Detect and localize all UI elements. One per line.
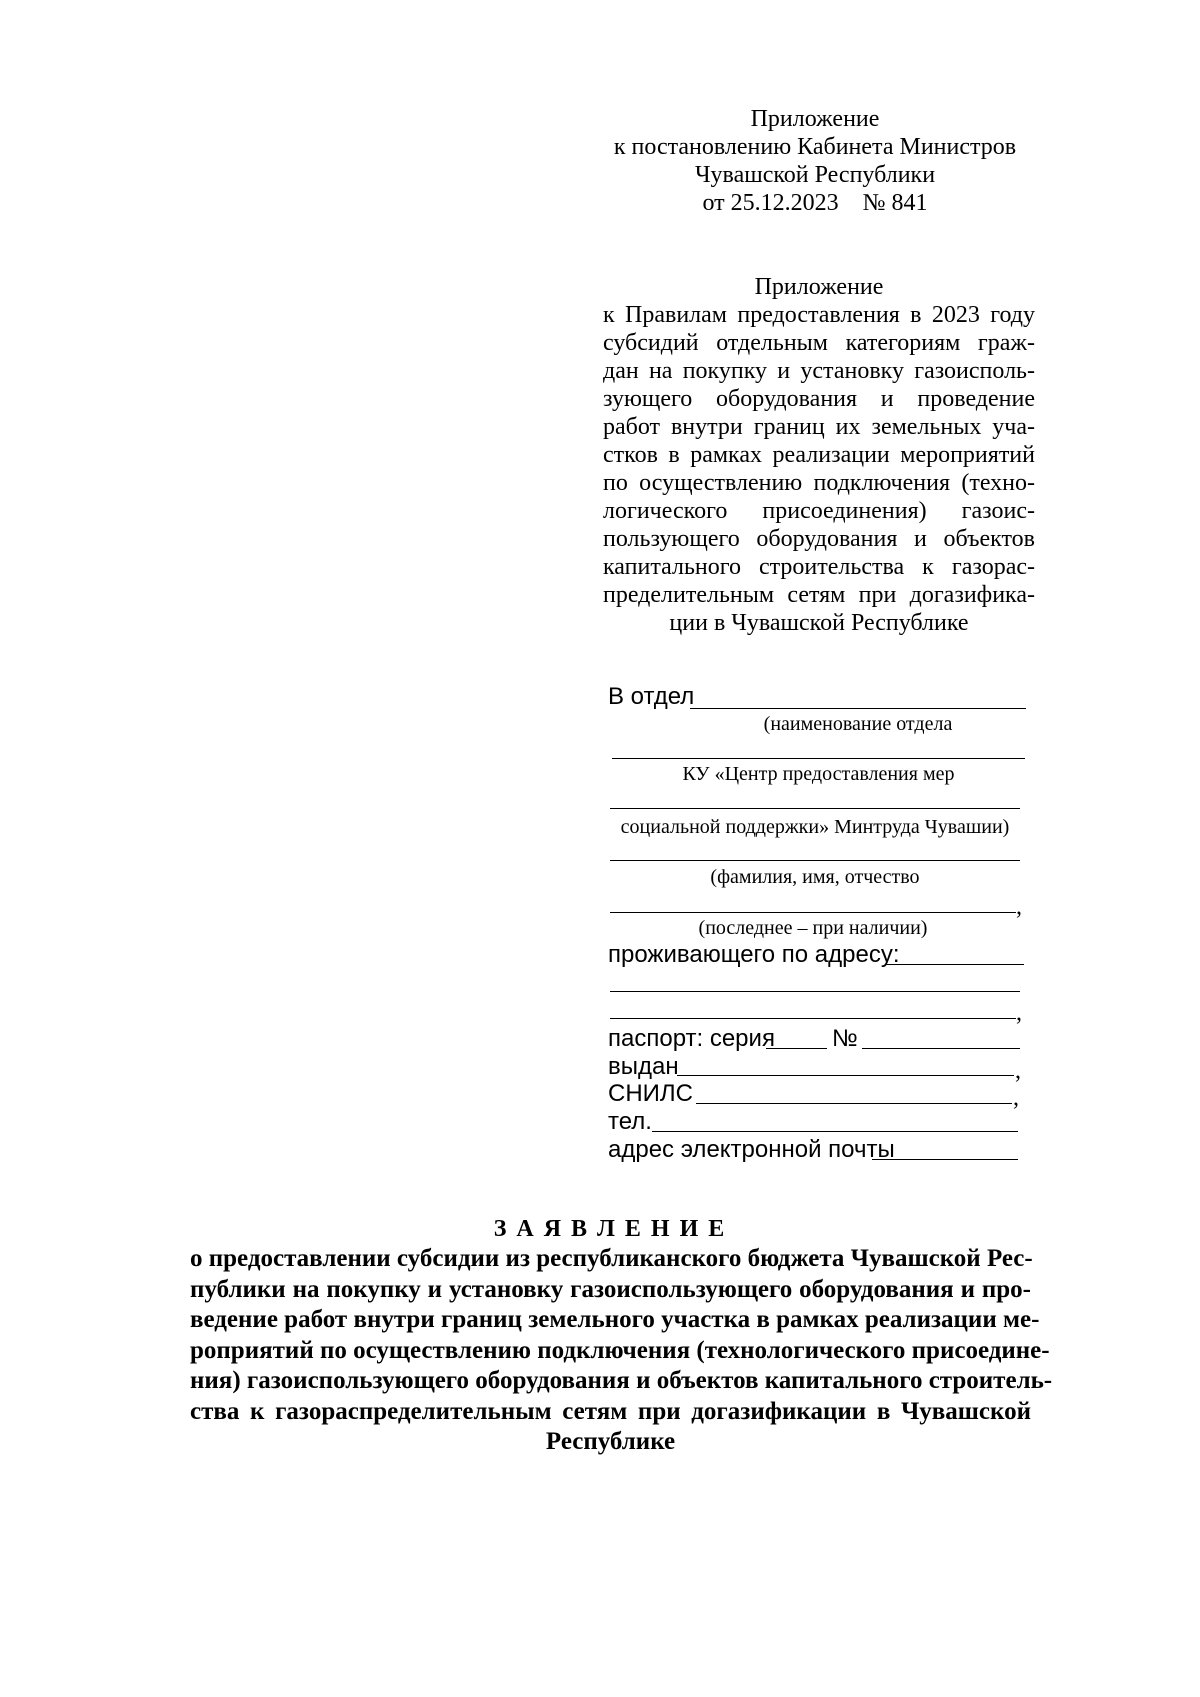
appendix-resolution-line: к постановлению Кабинета Министров — [613, 134, 1017, 160]
rules-line: дан на покупку и установку газоисполь- — [603, 358, 1035, 384]
rules-line: субсидий отдельным категориям граж- — [603, 330, 1035, 356]
rules-line: работ внутри границ их земельных уча- — [603, 414, 1035, 440]
statement-title: З А Я В Л Е Н И Е — [493, 1216, 727, 1242]
rules-line: капитального строительства к газорас- — [603, 554, 1035, 580]
address-label: проживающего по адресу: — [608, 941, 900, 968]
email-field[interactable] — [872, 1159, 1018, 1160]
passport-series-field[interactable] — [766, 1048, 827, 1049]
rules-line: пользующего оборудования и объектов — [603, 526, 1035, 552]
statement-line: о предоставлении субсидии из республиканского бюджета Чувашской Рес- — [190, 1245, 1033, 1272]
appendix-title: Приложение — [750, 106, 880, 132]
passport-series-label: паспорт: серия — [608, 1025, 775, 1052]
snils-field[interactable] — [696, 1103, 1012, 1104]
statement-line: роприятий по осуществлению подключения (технологического присоедине- — [190, 1336, 1050, 1364]
fio-field[interactable] — [610, 860, 1020, 861]
rules-line: стков в рамках реализации мероприятий — [603, 442, 1035, 468]
statement-line: ведение работ внутри границ земельного участка в рамках реализации ме- — [190, 1306, 1040, 1333]
address-field-2[interactable] — [610, 991, 1020, 992]
rules-appendix-text — [603, 301, 1035, 637]
issued-field[interactable] — [677, 1075, 1014, 1076]
rules-line: к Правилам предоставления в 2023 году — [603, 302, 1035, 328]
address-field[interactable] — [886, 964, 1024, 965]
social-support-hint: социальной поддержки» Минтруда Чувашии) — [620, 816, 1010, 838]
rules-line: логического присоединения) газоис- — [603, 498, 1035, 524]
appendix-date-number: от 25.12.2023 № 841 — [702, 190, 928, 216]
fio-hint: (фамилия, имя, отчество — [710, 866, 920, 888]
dept-field-2[interactable] — [612, 758, 1025, 759]
comma: , — [1015, 1058, 1021, 1084]
passport-number-field[interactable] — [862, 1048, 1020, 1049]
phone-label: тел. — [608, 1108, 652, 1135]
to-dept-label: В отдел — [608, 683, 695, 710]
appendix-republic-line: Чувашской Республики — [694, 162, 936, 188]
statement-body — [190, 1244, 1053, 1458]
issued-label: выдан — [608, 1053, 679, 1080]
comma: , — [1016, 1000, 1022, 1026]
rules-last-line: ции в Чувашской Республике — [669, 610, 969, 636]
comma: , — [1016, 894, 1022, 920]
dept-hint: (наименование отдела — [763, 713, 953, 735]
fio-field-2[interactable] — [610, 912, 1016, 913]
rules-line: по осуществлению подключения (техно- — [603, 470, 1035, 496]
passport-number-label: № — [832, 1025, 858, 1052]
phone-field[interactable] — [652, 1131, 1018, 1132]
address-field-3[interactable] — [610, 1018, 1016, 1019]
dept-field[interactable] — [690, 708, 1026, 709]
statement-last-line: Республике — [545, 1428, 676, 1455]
statement-line: ства к газораспределительным сетям при догазификации в Чувашской — [190, 1397, 1031, 1425]
last-name-hint: (последнее – при наличии) — [698, 917, 928, 939]
ku-hint: КУ «Центр предоставления мер — [682, 763, 955, 785]
email-label: адрес электронной почты — [608, 1136, 895, 1163]
rules-line: зующего оборудования и проведение — [603, 386, 1035, 412]
rules-line: пределительным сетям при догазифика- — [603, 582, 1035, 608]
rules-appendix-title: Приложение — [754, 274, 884, 300]
dept-field-3[interactable] — [610, 808, 1020, 809]
statement-line: публики на покупку и установку газоиспользующего оборудования и про- — [190, 1275, 1031, 1303]
statement-line: ния) газоиспользующего оборудования и объектов капитального строитель- — [190, 1367, 1053, 1394]
snils-label: СНИЛС — [608, 1080, 693, 1107]
comma: , — [1013, 1085, 1019, 1111]
